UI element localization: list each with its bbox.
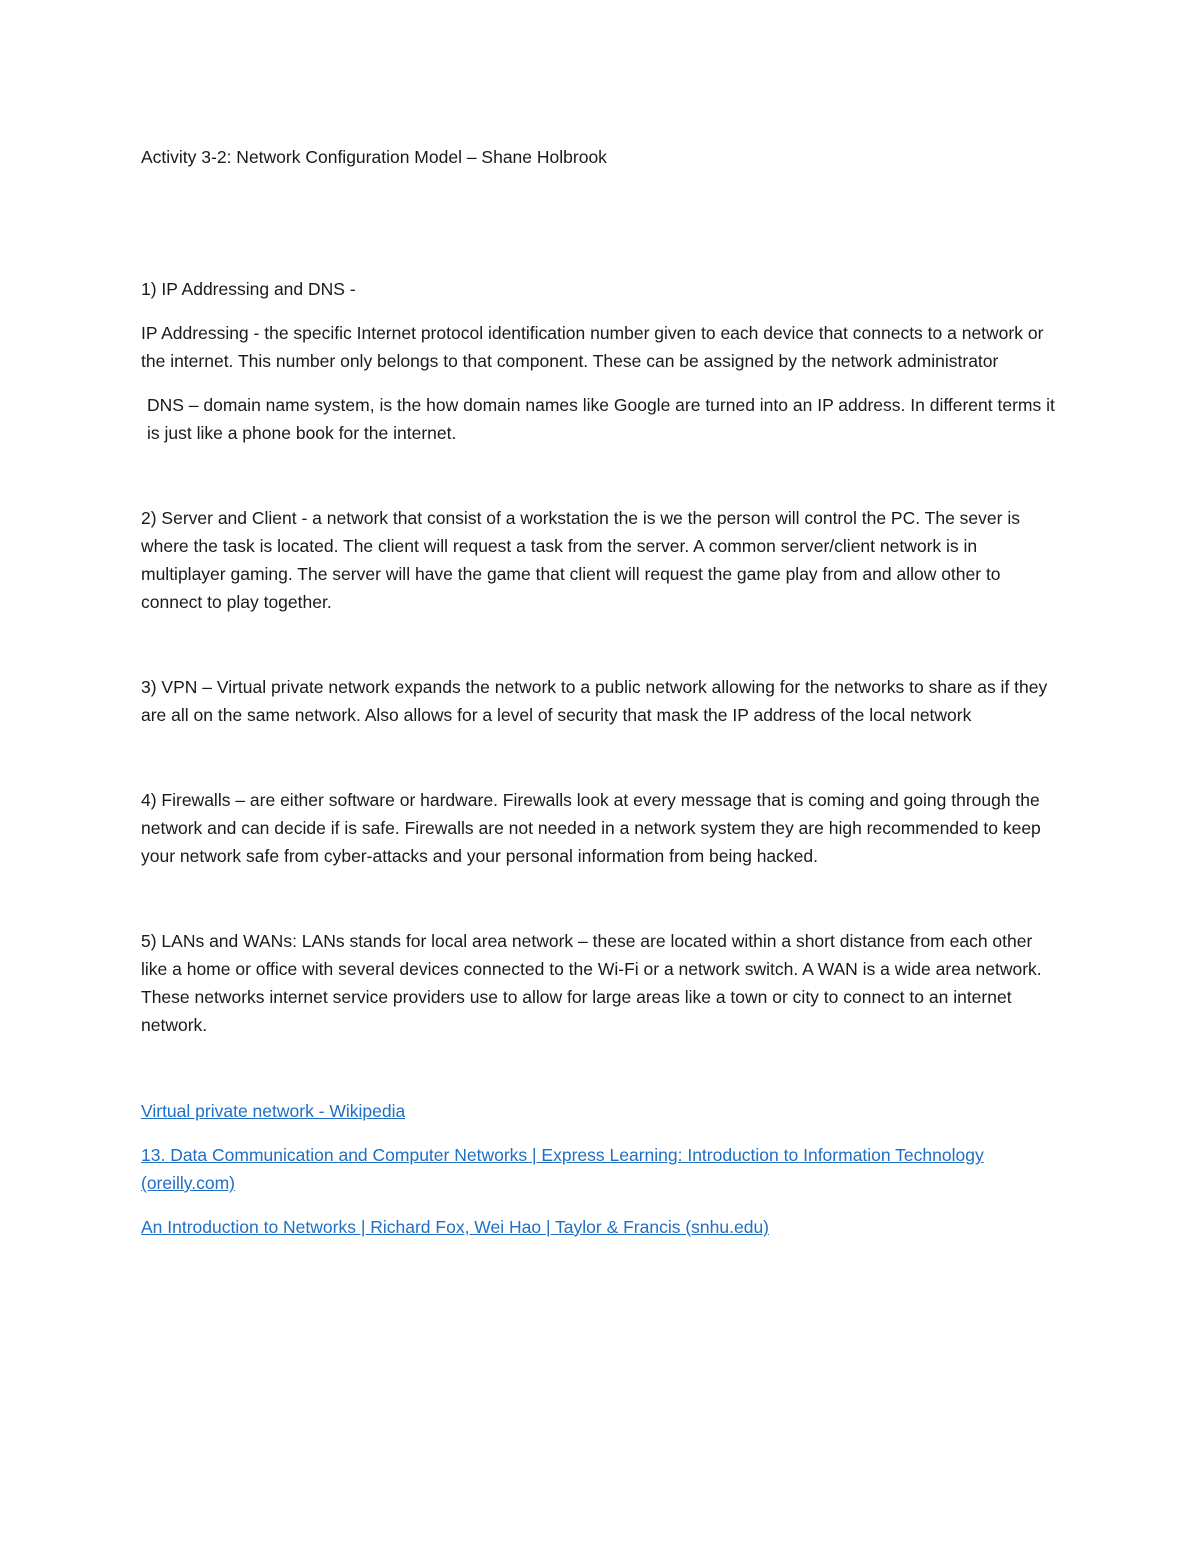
section-vpn	[141, 673, 1061, 729]
reference-link-wikipedia[interactable]: Virtual private network - Wikipedia	[141, 1101, 406, 1121]
dns-paragraph: DNS – domain name system, is the how domain names like Google are turned into an IP address. In different terms it is just like a phone book for the internet.	[147, 395, 1055, 443]
lans-wans-paragraph: 5) LANs and WANs: LANs stands for local area network – these are located within a short distance from each other like a home or office with several devices connected to the Wi-Fi or a network switch. A WAN is a wide area network. These networks internet service providers use to allow for large areas like a town or city to connect to an internet network.	[141, 931, 1042, 1035]
reference-link-taylor-francis[interactable]: An Introduction to Networks | Richard Fox, Wei Hao | Taylor & Francis (snhu.edu)	[141, 1217, 770, 1237]
firewalls-paragraph: 4) Firewalls – are either software or hardware. Firewalls look at every message that is coming and going through the network and can decide if is safe. Firewalls are not needed in a network system they are high recommended to keep your network safe from cyber-attacks and your personal information from being hacked.	[141, 790, 1041, 866]
section-lans-wans	[141, 927, 1061, 1039]
section-heading-ip-dns: 1) IP Addressing and DNS -	[141, 279, 356, 299]
document-body	[141, 143, 1061, 1241]
document-title: Activity 3-2: Network Configuration Model – Shane Holbrook	[141, 147, 607, 167]
ip-addressing-paragraph: IP Addressing - the specific Internet protocol identification number given to each device that connects to a network or the internet. This number only belongs to that component. These can be assigned by the network administrator	[141, 323, 1044, 371]
server-client-paragraph: 2) Server and Client - a network that consist of a workstation the is we the person will control the PC. The sever is where the task is located. The client will request a task from the server. A common server/client network is in multiplayer gaming. The server will have the game that client will request the game play from and allow other to connect to play together.	[141, 508, 1020, 612]
section-server-client	[141, 504, 1061, 616]
section-ip-dns	[141, 275, 1061, 447]
section-firewalls	[141, 786, 1061, 870]
reference-link-oreilly[interactable]: 13. Data Communication and Computer Networks | Express Learning: Introduction to Information Technology (oreilly.com)	[141, 1145, 984, 1193]
vpn-paragraph: 3) VPN – Virtual private network expands the network to a public network allowing for the networks to share as if they are all on the same network. Also allows for a level of security that mask the IP address of the local network	[141, 677, 1048, 725]
references-list	[141, 1097, 1061, 1241]
